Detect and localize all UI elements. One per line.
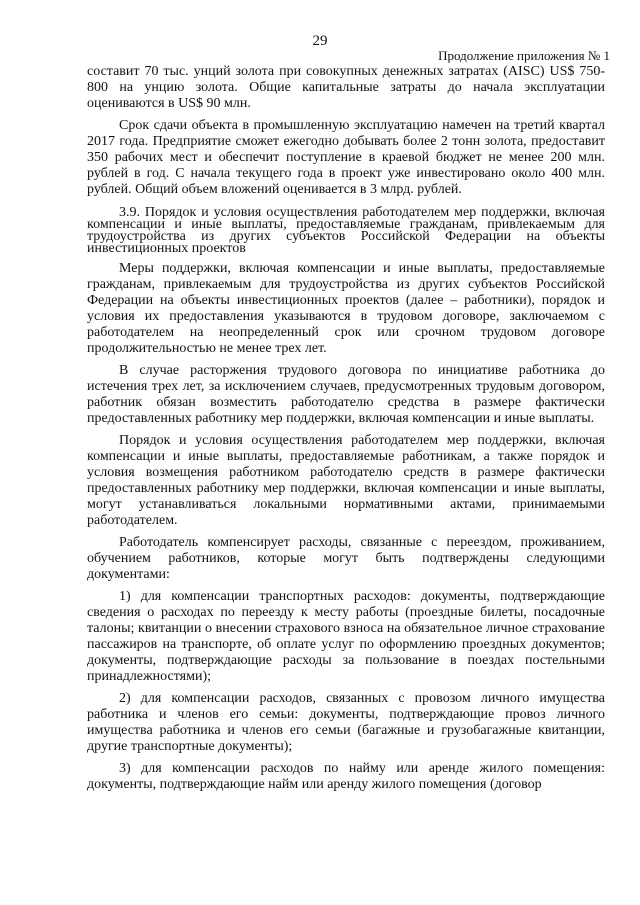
paragraph-commissioning: Срок сдачи объекта в промышленную эксплуатацию намечен на третий квартал 2017 года. Предприятие сможет ежегодно добывать более 2 тонн золота, предоставит 350 рабочих мест и обеспечит поступление в краевой бюджет не менее 200 млн. рублей в год. С начала текущего года в проект уже инвестировано около 400 млн. рублей. Общий объем вложений оценивается в 3 млрд. рублей. (87, 118, 605, 197)
list-item-property: 2) для компенсации расходов, связанных с провозом личного имущества работника и членов его семьи: документы, подтверждающие провоз личного имущества работника и членов его семьи (багажные и грузобагажные квитанции, другие транспортные документы); (87, 691, 605, 754)
list-item-housing: 3) для компенсации расходов по найму или аренде жилого помещения: документы, подтверждающие найм или аренду жилого помещения (договор (87, 761, 605, 792)
section-heading-3-9: 3.9. Порядок и условия осуществления работодателем мер поддержки, включая компенсации и иные выплаты, предоставляемые гражданам, привлекаемым для трудоустройства из других субъектов Российской Федерации на объекты инвестиционных проектов (87, 205, 605, 256)
paragraph-contract-termination: В случае расторжения трудового договора по инициативе работника до истечения трех лет, за исключением случаев, предусмотренных трудовым договором, работник обязан возместить работодателю средства в размере фактически предоставленных работнику мер поддержки, включая компенсации и иные выплаты. (87, 363, 605, 426)
appendix-continuation-note: Продолжение приложения № 1 (438, 48, 610, 63)
paragraph-employer-compensation: Работодатель компенсирует расходы, связанные с переездом, проживанием, обучением работников, которые могут быть подтверждены следующими документами: (87, 535, 605, 582)
paragraph-local-acts: Порядок и условия осуществления работодателем мер поддержки, включая компенсации и иные выплаты, предоставляемые работникам, а также порядок и условия возмещения работником работодателю средств в размере фактически предоставленных работнику мер поддержки, включая компенсации и иные выплаты, могут устанавливаться локальными нормативными актами, принимаемыми работодателем. (87, 433, 605, 528)
document-body (87, 64, 605, 793)
paragraph-continued: составит 70 тыс. унций золота при совокупных денежных затратах (AISC) US$ 750-800 на унцию золота. Общие капитальные затраты до начала эксплуатации оцениваются в US$ 90 млн. (87, 64, 605, 111)
list-item-transport: 1) для компенсации транспортных расходов: документы, подтверждающие сведения о расходах по переезду к месту работы (проездные билеты, посадочные талоны; квитанции о внесении страхового взноса на обязательное личное страхование пассажиров на транспорте, об оплате услуг по оформлению проездных документов; документы, подтверждающие расходы за пользование в поездах постельными принадлежностями); (87, 589, 605, 684)
paragraph-support-measures: Меры поддержки, включая компенсации и иные выплаты, предоставляемые гражданам, привлекаемым для трудоустройства из других субъектов Российской Федерации на объекты инвестиционных проектов (далее – работники), порядок и условия их предоставления указываются в трудовом договоре, заключаемом с работодателем на неопределенный срок или срочном трудовом договоре продолжительностью не менее трех лет. (87, 261, 605, 356)
page-number: 29 (312, 33, 328, 49)
